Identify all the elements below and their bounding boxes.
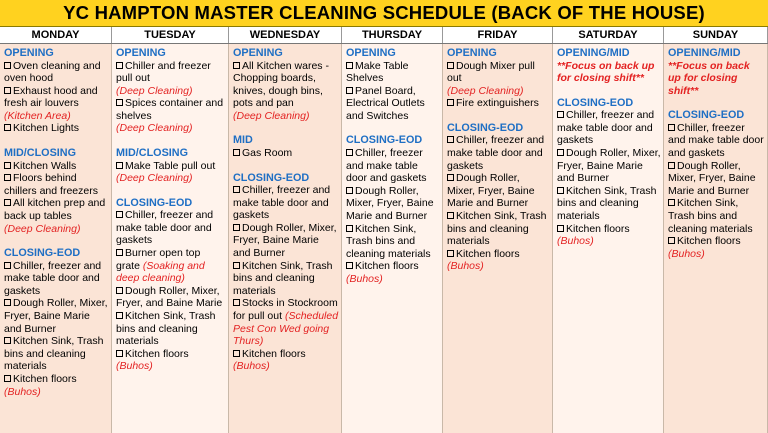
day-header-friday: FRIDAY: [443, 27, 553, 43]
task-note: (Soaking and deep cleaning): [116, 259, 205, 285]
checkbox-icon: [447, 174, 454, 181]
checklist-item: [447, 97, 550, 110]
checklist-item: [668, 122, 765, 160]
checklist-item: [346, 260, 440, 273]
section-heading: OPENING/MID: [668, 47, 741, 59]
task-note: (Buhos): [447, 260, 484, 273]
checklist-item: [4, 373, 109, 386]
task-text: Burner open top grate: [116, 247, 201, 272]
checkbox-icon: [557, 149, 564, 156]
checkbox-icon: [557, 225, 564, 232]
checklist-item: [4, 197, 109, 222]
task-text: Chiller, freezer and make table door and gaskets: [668, 121, 764, 159]
day-column-saturday: [553, 44, 664, 433]
section-spacer: [668, 97, 765, 109]
checkbox-icon: [447, 62, 454, 69]
task-text: Kitchen Sink, Trash bins and cleaning materials: [668, 197, 753, 235]
section-spacer: [233, 122, 339, 134]
day-header-monday: MONDAY: [0, 27, 112, 43]
checklist-item: [346, 223, 440, 261]
checkbox-icon: [4, 299, 11, 306]
checklist-item: [116, 97, 226, 122]
checklist-item: [557, 147, 661, 185]
day-header-tuesday: TUESDAY: [112, 27, 229, 43]
checklist-item: [346, 147, 440, 185]
section-spacer: [4, 135, 109, 147]
checkbox-icon: [557, 187, 564, 194]
schedule-grid: [0, 44, 768, 433]
checklist-item: [233, 297, 339, 347]
task-note: (Buhos): [346, 272, 383, 285]
task-text: Kitchen Sink, Trash bins and cleaning materials: [346, 222, 431, 260]
section-heading: OPENING: [116, 47, 166, 59]
checklist-item: [447, 60, 550, 85]
checkbox-icon: [447, 99, 454, 106]
task-text: All Kitchen wares - Chopping boards, knives, dough bins, pots and pan: [233, 59, 329, 110]
checkbox-icon: [233, 350, 240, 357]
task-note: (Deep Cleaning): [4, 222, 81, 235]
task-text: Kitchen floors: [677, 235, 741, 248]
checkbox-icon: [447, 136, 454, 143]
section-heading: MID/CLOSING: [116, 147, 188, 160]
task-text: Kitchen Walls: [13, 159, 77, 172]
day-column-friday: [443, 44, 553, 433]
section-spacer: [116, 135, 226, 147]
checklist-item: [116, 310, 226, 348]
checklist-item: [4, 172, 109, 197]
task-note: (Deep Cleaning): [233, 109, 310, 122]
checklist-item: [447, 248, 550, 261]
checklist-item: [447, 134, 550, 172]
task-note: (Buhos): [557, 235, 594, 248]
task-text: Kitchen floors: [125, 347, 189, 360]
task-text: Kitchen floors: [566, 222, 630, 235]
task-text: Spices container and shelves: [116, 97, 224, 122]
checkbox-icon: [233, 299, 240, 306]
checkbox-icon: [557, 111, 564, 118]
checkbox-icon: [116, 162, 123, 169]
checklist-item: [116, 247, 226, 285]
focus-note: **Focus on back up for closing shift**: [668, 59, 750, 97]
checkbox-icon: [233, 224, 240, 231]
checkbox-icon: [668, 162, 675, 169]
checklist-item: [346, 185, 440, 223]
section-heading: MID/CLOSING: [4, 147, 76, 160]
checkbox-icon: [4, 199, 11, 206]
task-text: Exhaust hood and fresh air louvers: [4, 84, 98, 110]
task-text: Kitchen Sink, Trash bins and cleaning materials: [4, 335, 104, 373]
section-spacer: [116, 185, 226, 197]
task-text: Kitchen floors: [13, 372, 77, 385]
section-heading: CLOSING-EOD: [557, 96, 634, 109]
checklist-item: [668, 197, 765, 235]
task-text: Dough Roller, Mixer, Fryer, Baine Marie and Burner: [4, 297, 108, 335]
task-text: Kitchen Sink, Trash bins and cleaning materials: [116, 310, 216, 348]
task-text: Stocks in Stockroom for pull out: [233, 297, 338, 322]
schedule-title: YC HAMPTON MASTER CLEANING SCHEDULE (BACK OF THE HOUSE): [0, 0, 768, 27]
checklist-item: [233, 348, 339, 361]
checkbox-icon: [233, 262, 240, 269]
checkbox-icon: [116, 99, 123, 106]
focus-note: **Focus on back up for closing shift**: [557, 59, 655, 85]
section-heading: CLOSING-EOD: [116, 196, 193, 209]
checkbox-icon: [116, 211, 123, 218]
checklist-item: [233, 60, 339, 110]
checkbox-icon: [668, 237, 675, 244]
task-text: Kitchen Sink, Trash bins and cleaning materials: [557, 184, 657, 222]
day-column-wednesday: [229, 44, 342, 433]
section-heading: CLOSING-EOD: [447, 121, 524, 134]
checkbox-icon: [4, 87, 11, 94]
task-text: Dough Roller, Mixer, Fryer, Baine Marie and Burner: [668, 159, 756, 197]
checkbox-icon: [4, 174, 11, 181]
checklist-item: [233, 147, 339, 160]
task-text: Dough Roller, Mixer, Fryer, Baine Marie and Burner: [447, 172, 535, 210]
checkbox-icon: [346, 62, 353, 69]
section-spacer: [447, 110, 550, 122]
task-text: Dough Roller, Mixer, Fryer, Baine Marie and Burner: [346, 184, 434, 222]
day-column-monday: [0, 44, 112, 433]
task-text: Kitchen floors: [355, 260, 419, 273]
checkbox-icon: [4, 337, 11, 344]
task-text: Gas Room: [242, 146, 293, 159]
day-column-sunday: [664, 44, 768, 433]
day-column-tuesday: [112, 44, 229, 433]
checklist-item: [233, 222, 339, 260]
checklist-item: [4, 160, 109, 173]
checkbox-icon: [233, 149, 240, 156]
checkbox-icon: [346, 225, 353, 232]
task-text: Dough Roller, Mixer, Fryer, Baine Marie and Burner: [233, 221, 337, 260]
checkbox-icon: [4, 124, 11, 131]
checklist-item: [116, 348, 226, 361]
task-note: (Buhos): [668, 247, 705, 260]
checklist-item: [557, 223, 661, 236]
checklist-item: [116, 209, 226, 247]
day-header-sunday: SUNDAY: [664, 27, 768, 43]
task-note: (Kitchen Area): [4, 109, 71, 122]
task-note: (Deep Cleaning): [116, 122, 193, 135]
task-text: Dough Roller, Mixer, Fryer, Baine Marie and Burner: [557, 146, 661, 185]
task-text: Kitchen Lights: [13, 122, 79, 135]
task-text: Kitchen Sink, Trash bins and cleaning materials: [233, 259, 333, 297]
task-text: Fire extinguishers: [456, 97, 539, 110]
checkbox-icon: [346, 87, 353, 94]
day-header-saturday: SATURDAY: [553, 27, 664, 43]
checklist-item: [233, 260, 339, 298]
task-text: Chiller, freezer and make table door and gaskets: [557, 109, 655, 147]
day-header-thursday: THURSDAY: [342, 27, 443, 43]
section-heading: OPENING: [447, 47, 497, 59]
checkbox-icon: [116, 249, 123, 256]
section-heading: CLOSING-EOD: [668, 109, 745, 122]
checklist-item: [116, 285, 226, 310]
section-heading: CLOSING-EOD: [233, 171, 310, 184]
task-text: Floors behind chillers and freezers: [4, 172, 98, 197]
checklist-item: [233, 184, 339, 222]
task-note: (Deep Cleaning): [116, 84, 193, 97]
checkbox-icon: [4, 262, 11, 269]
task-text: Oven cleaning and oven hood: [4, 59, 101, 85]
task-text: Chiller, freezer and make table door and gaskets: [116, 209, 214, 247]
checklist-item: [346, 60, 440, 85]
section-spacer: [557, 85, 661, 97]
task-note: (Deep Cleaning): [116, 172, 193, 185]
checkbox-icon: [4, 162, 11, 169]
checklist-item: [447, 210, 550, 248]
task-text: Chiller, freezer and make table door and gaskets: [346, 146, 427, 185]
checklist-item: [346, 85, 440, 123]
checkbox-icon: [233, 62, 240, 69]
checkbox-icon: [346, 149, 353, 156]
section-heading: CLOSING-EOD: [346, 134, 423, 147]
day-header-wednesday: WEDNESDAY: [229, 27, 342, 43]
section-heading: CLOSING-EOD: [4, 247, 81, 260]
checkbox-icon: [346, 187, 353, 194]
checkbox-icon: [668, 124, 675, 131]
section-spacer: [346, 122, 440, 134]
section-heading: OPENING: [233, 47, 283, 59]
checkbox-icon: [4, 62, 11, 69]
task-text: Panel Board, Electrical Outlets and Switches: [346, 84, 425, 122]
checklist-item: [557, 109, 661, 147]
task-text: Chiller, freezer and make table door and gaskets: [4, 259, 102, 297]
checkbox-icon: [116, 287, 123, 294]
day-column-thursday: [342, 44, 443, 433]
task-text: Chiller and freezer pull out: [116, 59, 211, 85]
checkbox-icon: [116, 62, 123, 69]
task-text: Kitchen floors: [242, 347, 306, 360]
checklist-item: [4, 122, 109, 135]
checklist-item: [4, 60, 109, 85]
task-note: (Buhos): [4, 385, 41, 398]
task-note: (Buhos): [233, 360, 270, 373]
task-text: Make Table Shelves: [346, 59, 409, 85]
task-text: Chiller, freezer and make table door and gaskets: [447, 134, 545, 172]
checkbox-icon: [668, 199, 675, 206]
checkbox-icon: [116, 312, 123, 319]
task-text: Make Table pull out: [125, 159, 216, 172]
checklist-item: [668, 235, 765, 248]
section-heading: OPENING: [4, 47, 54, 59]
task-text: All kitchen prep and back up tables: [4, 197, 106, 222]
checkbox-icon: [346, 262, 353, 269]
checklist-item: [4, 335, 109, 373]
checkbox-icon: [233, 186, 240, 193]
section-spacer: [233, 160, 339, 172]
checkbox-icon: [447, 250, 454, 257]
checklist-item: [116, 160, 226, 185]
task-text: Dough Roller, Mixer, Fryer, and Baine Marie: [116, 284, 223, 310]
section-heading: MID: [233, 134, 253, 147]
section-heading: OPENING/MID: [557, 47, 630, 59]
task-text: Kitchen floors: [456, 247, 520, 260]
checkbox-icon: [116, 350, 123, 357]
task-note: (Buhos): [116, 360, 153, 373]
task-text: Chiller, freezer and make table door and gaskets: [233, 184, 331, 222]
task-text: Dough Mixer pull out: [447, 59, 535, 85]
section-heading: OPENING: [346, 47, 396, 59]
day-header-row: [0, 27, 768, 44]
task-note: (Deep Cleaning): [447, 84, 524, 97]
task-note: (Scheduled Pest Con Wed going Thurs): [233, 310, 339, 348]
checklist-item: [557, 185, 661, 223]
checkbox-icon: [4, 375, 11, 382]
checkbox-icon: [447, 212, 454, 219]
checklist-item: [4, 85, 109, 110]
checklist-item: [447, 172, 550, 210]
checklist-item: [4, 297, 109, 335]
checklist-item: [116, 60, 226, 85]
task-text: Kitchen Sink, Trash bins and cleaning materials: [447, 209, 547, 248]
section-spacer: [4, 235, 109, 247]
checklist-item: [668, 160, 765, 198]
checklist-item: [4, 260, 109, 298]
